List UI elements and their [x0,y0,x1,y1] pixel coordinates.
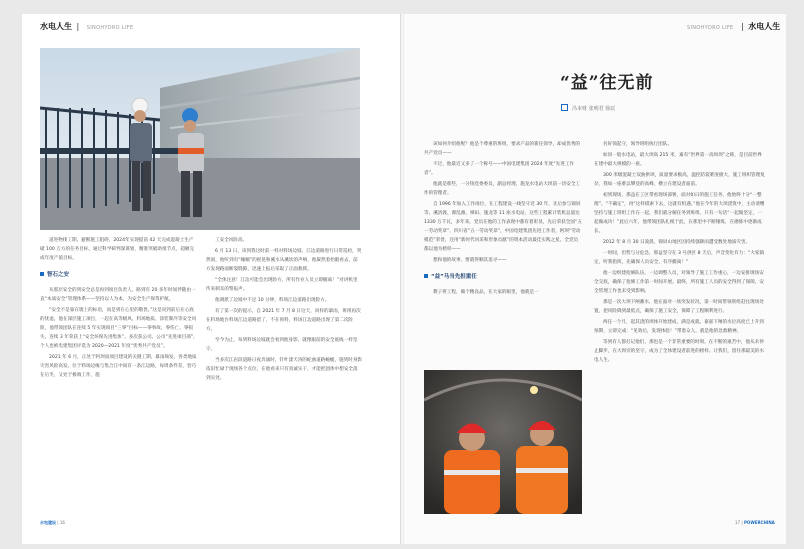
section-subtitle: SINOHYDRO LIFE [687,25,734,31]
paragraph: 一时间，但势与分危急，那益坚守在 3 号供区 8 天后，声音变化有力：“大家镇定，听我指挥，先确保人员安全，有序撤离！” [594,251,765,265]
right-column-2 [594,140,766,367]
square-bullet-icon [424,274,428,278]
subheading-safety [40,271,198,280]
left-column-2 [206,236,362,385]
byline-box-icon [561,104,568,111]
section-title: 水电人生 [748,22,781,31]
paragraph: 他一边组建抢修队伍，一边调整人员，对领导了施工工作重心，一边安排现场安全交底，确保了抢修工作第一时间开展。最终，所有施工人员的安全得到了保障，安全管理工作也未受到影响。 [594,271,764,294]
tunnel-workers-photo [424,370,582,514]
paragraph: 初到现场，那益在工区带看现场部署，面对如日的施工任务，他始终十分“一整理”、“不确定”，再“这样摸索下去，这就有机遇。”他在今年的大坝浇筑中，主动请缨坚持与施工班组工作在一起，我们就分解任务到班组，只有一句话“一起做坚定，一起做成功！”此后六年，他带领团队扎根于此，在那里中不断锤炼，在磨炼中逐渐成长。 [594,193,765,234]
subheading-text: 智石之安 [47,272,70,278]
dam-workers-illustration [40,48,360,230]
paragraph: 工安全风险高。 [215,238,248,243]
paragraph: 有了第一次的提示，自 2021 年 7 月 8 日这天，同样的暴雨，班组再次在料场地台料场江边道路留了，不在预料，料场江边道路出现了第二次险方。 [206,309,361,332]
page-number: 16 [59,520,65,525]
header-separator: | [741,22,744,31]
dam-workers-photo [40,48,360,230]
article-title: “益”往无前 [560,73,654,93]
paragraph: 那是一次大坝下闸蓄水，他在面对一场突发状况，第一时间带领班组赶往现场处置，把风险降到最低点，确保了施工安全，保障了工程顺利进行。 [594,300,764,314]
left-section-header [40,22,136,33]
paragraph: 他就是那些，一分钱党委委员，副总经理，施龙水电站大坝前一切安全工作的管理者。 [424,182,581,196]
left-footer: 水电建设 | 16 [40,520,65,525]
right-section-header [684,22,780,33]
paragraph: 自 1996 年加入工作岗位，在工程建设一线坚守近 30 年，先后参与锦屏等、溪洛渡、瀑乱滩、梯田、施龙等 11 座水电站，这些工程累计装机总量达 1330 万千瓦，多年来，党员在他的工作表现中都有着彰显，先后荣获全国“五一劳动奖章”、四川省“五一劳动奖章”，中国电建集团先进工作者，阿坝“劳动模范”荣誉，还用“新时代风采和形象贡献”的资本活动最佳实践之星。全党员都以他为榜样—— [424,202,582,252]
section-title: 水电人生 [40,22,72,31]
left-column-1 [40,236,198,382]
section-subtitle: SINOHYDRO LIFE [86,25,134,31]
page-spine [400,14,404,544]
footer-brand: 水电建设 [40,520,56,525]
paragraph: 想和他的故事，要就得顺其追寻—— [433,258,507,263]
header-separator: | [76,22,80,31]
paragraph: 教子将工程，做个精良品，在大家的眼里，他就是一 [433,290,539,295]
paragraph: 从那层安全的到安全总是再到项目负责人，路到有 20 多年时间伴随由一直“本质安全”管理体系——坚持以人为本，为安全生产保驾护航。 [40,288,196,302]
paragraph: 该如何介绍他呢？他是个尊重的班组，要求产品的新任领导，却成优秀的共产党员—— [424,142,581,156]
right-footer: 17 | POWERCHINA [735,520,775,525]
paragraph: 6 月 13 日，该到我这时前一样对料场边坡、江边道路进行日常巡检，突然间，他听到有“嘣嘣”的摇晃和溪水从溪坎的声响，他凝然着抬眼看去，前方发现路面断裂缝隙，迅速上报后采取了正面救援。 [206,249,362,272]
square-bullet-icon [40,272,44,276]
paragraph: 他调派了边坡中不足 10 分钟，料场江边道路出现险方。 [215,298,330,303]
paragraph: “全体注意！江边可能会出现险方，所有作业人员立即撤离！”对讲机里传来刺耳的警报声。 [206,278,358,292]
paragraph: 两任一个月，起其浇的坝体开始建成，满是成就。嘉嘉下闸的水位高度已上升到预期，立即完成：“见效后，发现体验！”带着众人，就是他的急救精神。 [594,320,764,334]
tunnel-workers-illustration [424,370,582,514]
paragraph: “安全不是靠在墙上的标语，而是到在心里的敬畏。”这是说到前后在心底的忧虑，他在深层施工项目，一起在高等级风、料场地质、涂装制冷等安全风险，他带领团队在连续 5 年实现项目“三零”目标——零事故、零伤亡、零损失，连续 3 年荣获上“安全环保先进集体”。多次获公司、公司“先进项目部”，个人也被电建集团评选为 2020—2021 年度“优秀共产党员”。 [40,308,198,349]
paragraph: 名好领起守，领导班组执行团队。 [603,142,672,147]
byline [561,104,615,112]
subheading-lead [424,273,582,282]
paragraph: 2012 年 8 月 30 日凌晨，锦屏山地区因持续强降雨遭受数处地质灾害。 [603,240,751,245]
right-column-1 [424,140,582,299]
paragraph: 2021 年 6 月，正处于阿坝雨项目建设的关键工期，暴雨频发，各类地质灾害风险高发。位于料场边缘与集合江中间有一条江边路，每周条件差，恰巧在后冬，又处于极端工作，施 [40,355,197,378]
paragraph: 如同一般水电站，最大坝高 215 米，素有“世界第一高坝坝”之称，是目前世界在建中最大规模的一座。 [594,153,762,167]
paragraph: 等到有人都打记他们，那也是一个非常重要的时刻。在不断的艰苦中，他从未停止脚步，在大坝旁的坚守，成为了全体建设者前进的榜样。让我们，留住那最美的水电人生。 [594,340,764,363]
paragraph: 至今为止，每到料场边坡就会看到他身影，就像眼前的安全底线一样坚守。 [206,338,358,352]
paragraph: 道进物排工期、避断施工阻碍，2024年实现提前 42 天完成混凝土生产破 100 万方的任务目标，通过科学研判深谋划，精准突破助推节点，超额完成年度产值目标。 [40,238,195,261]
subheading-text: “益”马当先担重任 [431,274,477,280]
paragraph: 当多次江岩段道路日夜奔涌时，针叶漾天涛的蛇曲道路蜿蜒，施到时身影依旧忙碌于现场各个点位，在他看来只有真诚实干，才能把团体中想安全落到实处。 [206,358,363,381]
footer-brand: POWERCHINA [743,520,775,525]
page-number: 17 [735,520,741,525]
paragraph: 300 米级混凝土双曲拱坝，质量要求极高，温控防裂难度极大，施工组织管理复杂，我如一座难以攀登的高峰，横立在建设者面前。 [594,173,765,187]
paragraph: 不过，他最近又多了一个称号——中国电建集团 2024 年度“先进工作者”。 [424,162,575,176]
byline-text: 冯本财 张明君 徐辰 [572,106,616,112]
